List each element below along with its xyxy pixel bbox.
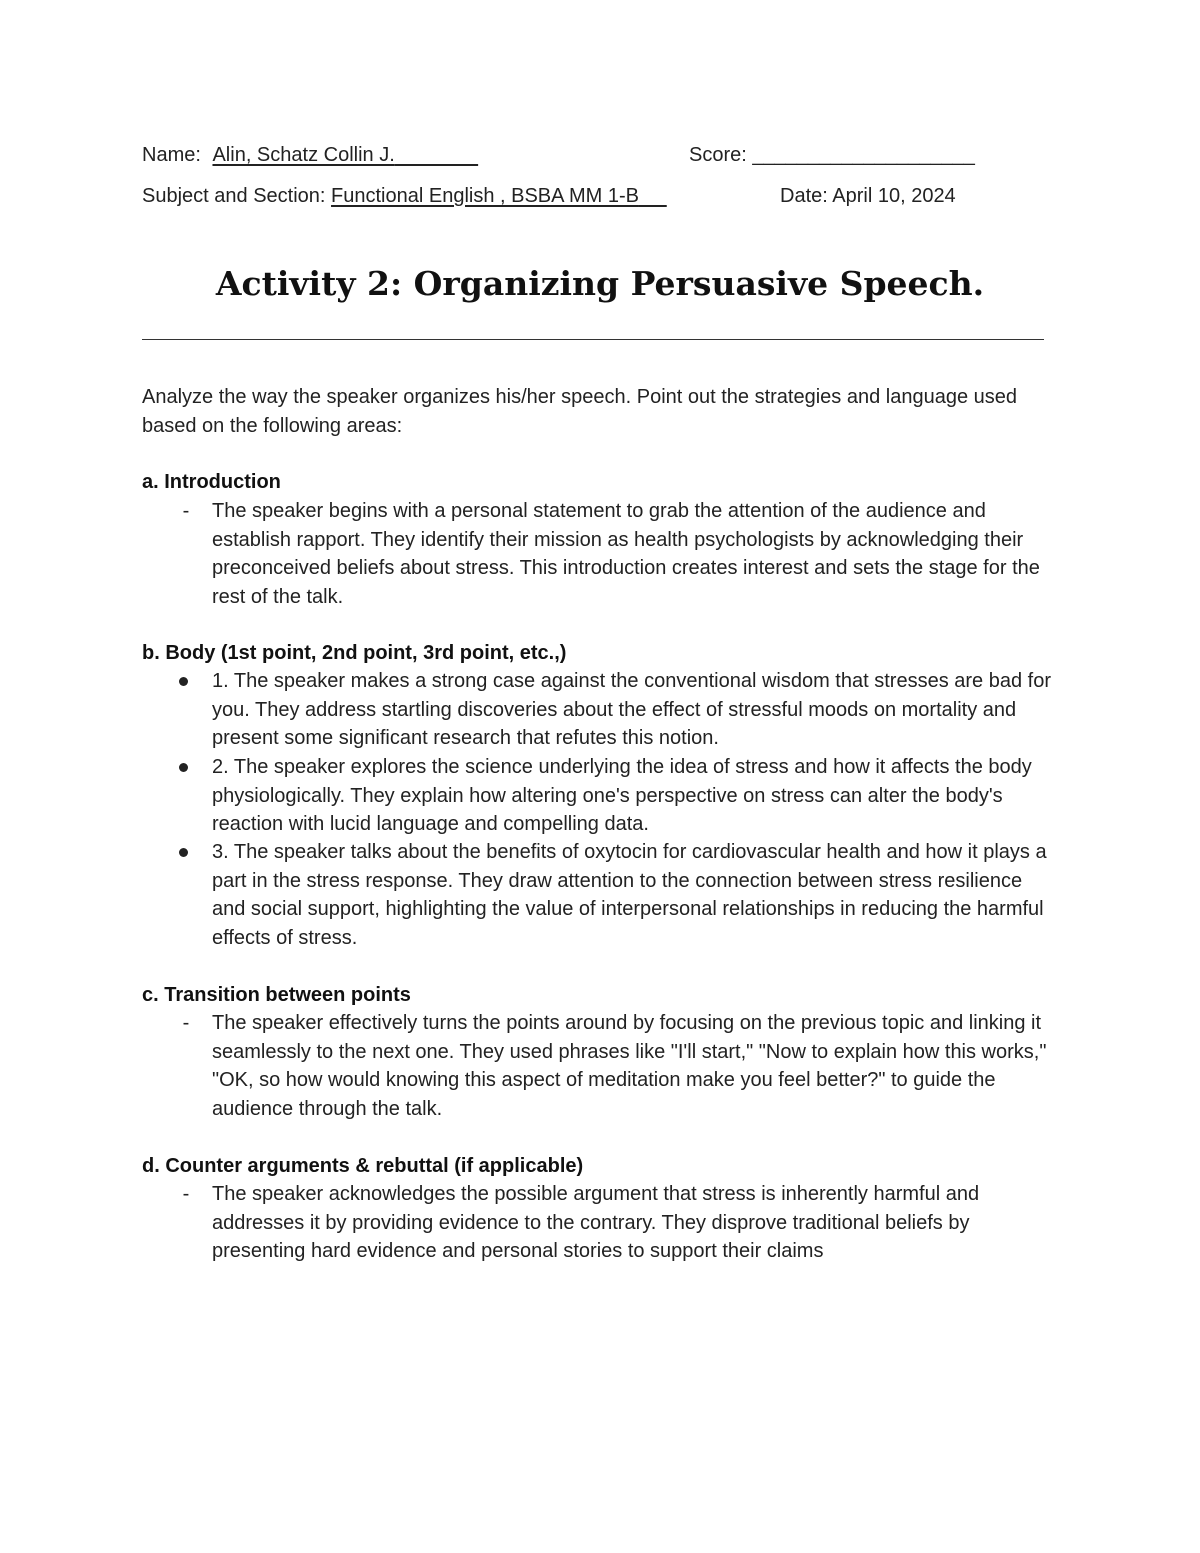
date-field [780, 184, 956, 208]
title-divider [142, 339, 1044, 340]
name-field [142, 143, 478, 167]
date-value: April 10, 2024 [832, 185, 956, 207]
name-value: Alin, Schatz Collin J. [212, 144, 395, 166]
transition-text: The speaker effectively turns the points around by focusing on the previous topic and linking it seamlessly to the next one. They used phrases like "I'll start," "Now to explain how this works," "OK, so how would knowing this aspect of meditation make you feel better?" to guide the audience through the talk. [212, 1012, 1047, 1120]
body-point-1: 1. The speaker makes a strong case against the conventional wisdom that stresses are bad for you. They address startling discoveries about the effect of stressful moods on mortality and present some significant research that refutes this notion. [212, 670, 1051, 749]
dash-marker: - [182, 500, 190, 522]
score-label: Score: [689, 144, 747, 166]
bullet-icon [179, 763, 188, 772]
date-label: Date: [780, 185, 828, 207]
page-title: Activity 2: Organizing Persuasive Speech. [215, 264, 985, 303]
section-heading-body: b. Body (1st point, 2nd point, 3rd point, etc.,) [142, 642, 567, 664]
subject-field [142, 184, 667, 208]
section-heading-transition: c. Transition between points [142, 984, 411, 1006]
bullet-icon [179, 677, 188, 686]
dash-marker: - [182, 1012, 190, 1034]
instructions-text: Analyze the way the speaker organizes his/her speech. Point out the strategies and language used based on the following areas: [142, 386, 1018, 437]
body-point-2: 2. The speaker explores the science underlying the idea of stress and how it affects the body physiologically. They explain how altering one's perspective on stress can alter the body's reaction with lucid language and compelling data. [212, 756, 1032, 835]
subject-label: Subject and Section: [142, 185, 326, 207]
score-field [689, 143, 975, 167]
section-heading-introduction: a. Introduction [142, 471, 281, 493]
subject-value: Functional English , BSBA MM 1-B [331, 185, 639, 207]
counter-arguments-text: The speaker acknowledges the possible argument that stress is inherently harmful and addresses it by providing evidence to the contrary. They disprove traditional beliefs by presenting hard evidence and personal stories to support their claims [212, 1183, 980, 1262]
bullet-icon [179, 848, 188, 857]
score-blank: ____________________ [752, 144, 975, 166]
subject-blank [639, 185, 667, 207]
introduction-text: The speaker begins with a personal statement to grab the attention of the audience and establish rapport. They identify their mission as health psychologists by acknowledging their preconceived beliefs about stress. This introduction creates interest and sets the stage for the rest of the talk. [212, 500, 1040, 608]
section-heading-counter-arguments: d. Counter arguments & rebuttal (if applicable) [142, 1155, 584, 1177]
name-blank [395, 144, 478, 166]
dash-marker: - [182, 1183, 190, 1205]
body-point-3: 3. The speaker talks about the benefits of oxytocin for cardiovascular health and how it plays a part in the stress response. They draw attention to the connection between stress resilience and social support, highlighting the value of interpersonal relationships in reducing the harmful effects of stress. [212, 841, 1047, 949]
name-label: Name: [142, 144, 201, 166]
